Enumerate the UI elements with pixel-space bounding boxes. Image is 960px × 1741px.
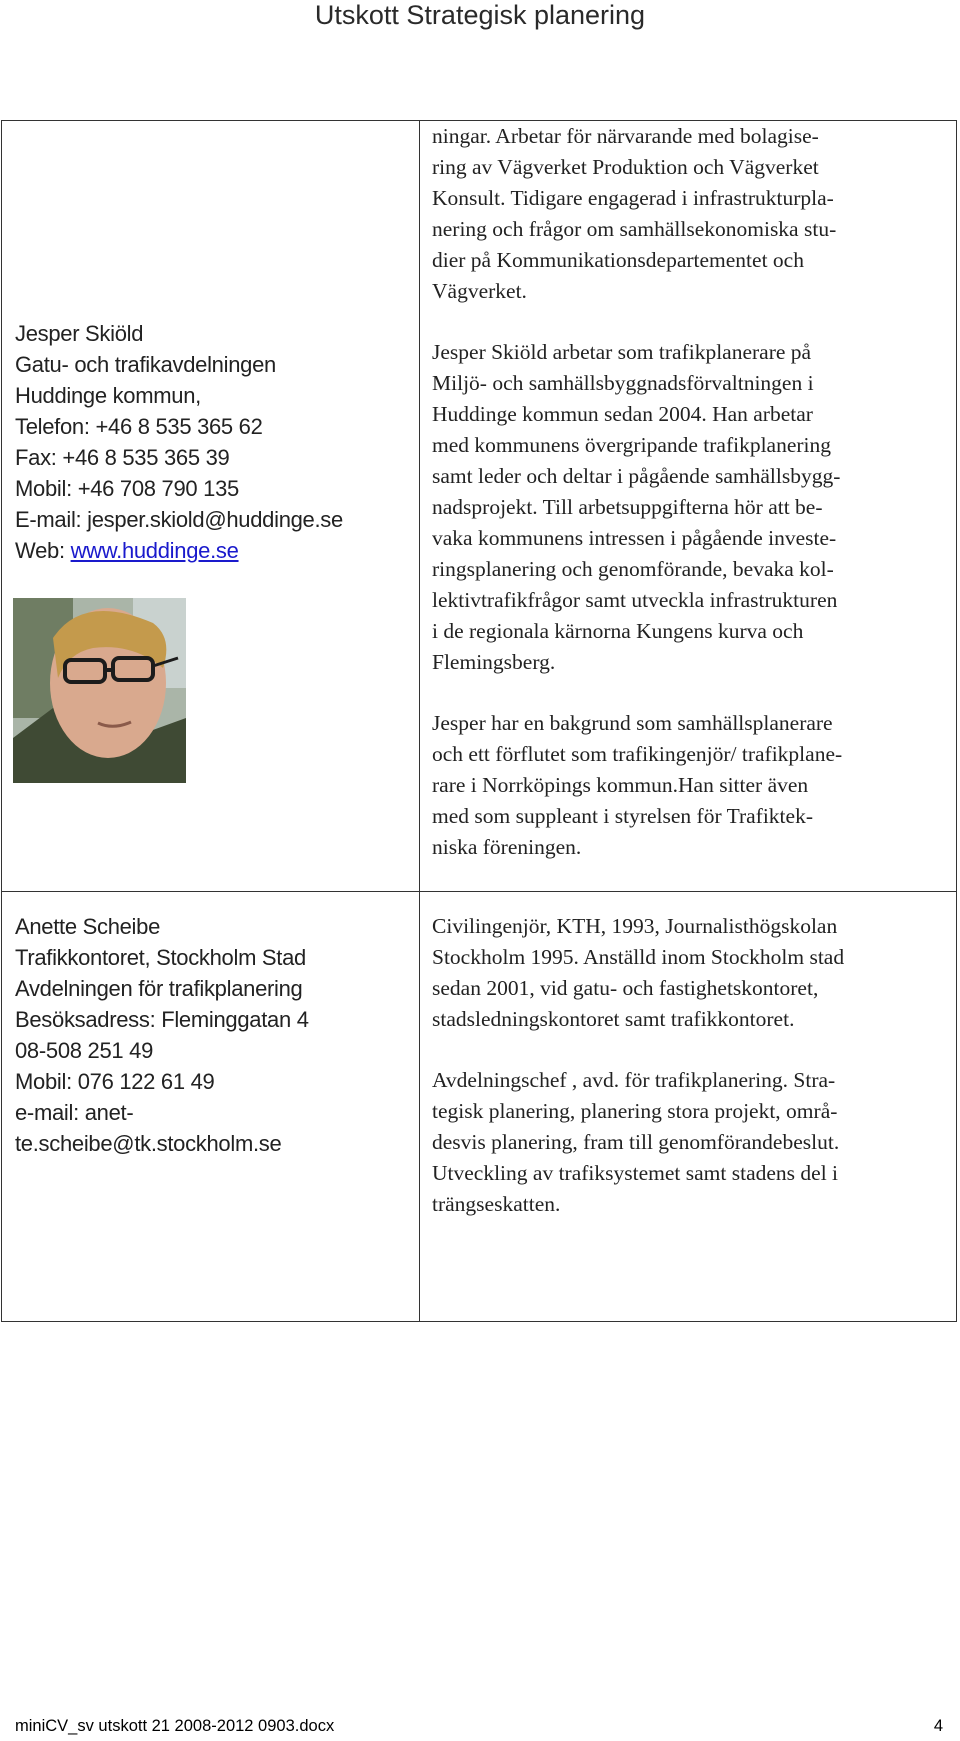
bio-line: med som suppleant i styrelsen för Trafiktek- xyxy=(432,804,813,828)
bio-line: Vägverket. xyxy=(432,279,527,303)
bio-line: Stockholm 1995. Anställd inom Stockholm stad xyxy=(432,945,845,969)
contact-name: Anette Scheibe xyxy=(15,914,161,939)
page-header: Utskott Strategisk planering xyxy=(314,0,646,30)
contact-address: Besöksadress: Fleminggatan 4 xyxy=(15,1007,309,1032)
bio-line: rare i Norrköpings kommun.Han sitter även xyxy=(432,773,809,797)
bio-line: tegisk planering, planering stora projekt, områ- xyxy=(432,1099,838,1123)
bio-line: Jesper Skiöld arbetar som trafikplanerare på xyxy=(432,340,812,364)
contact-web xyxy=(15,535,343,566)
bio-line: Huddinge kommun sedan 2004. Han arbetar xyxy=(432,402,813,426)
bio-paragraph xyxy=(432,708,842,863)
bio-paragraph xyxy=(432,337,842,678)
contact-unit: Avdelningen för trafikplanering xyxy=(15,976,303,1001)
contact-block-2 xyxy=(15,911,309,1159)
bio-line: Flemingsberg. xyxy=(432,650,556,674)
contact-department: Gatu- och trafikavdelningen xyxy=(15,352,276,377)
bio-paragraph xyxy=(432,911,844,1035)
bio-line: ringsplanering och genomförande, bevaka kol- xyxy=(432,557,834,581)
web-label: Web: xyxy=(15,538,71,563)
bio-line: vaka kommunens intressen i pågående investe- xyxy=(432,526,837,550)
footer-filename: miniCV_sv utskott 21 2008-2012 0903.docx xyxy=(15,1717,335,1735)
contact-email: E-mail: jesper.skiold@huddinge.se xyxy=(15,507,343,532)
bio-block-1 xyxy=(432,121,842,893)
contact-mobile: Mobil: +46 708 790 135 xyxy=(15,476,239,501)
bio-line: nering och frågor om samhällsekonomiska stu- xyxy=(432,217,837,241)
bio-line: sedan 2001, vid gatu- och fastighetskontoret, xyxy=(432,976,819,1000)
bio-line: Jesper har en bakgrund som samhällsplanerare xyxy=(432,711,833,735)
bio-line: nadsprojekt. Till arbetsuppgifterna hör att be- xyxy=(432,495,823,519)
bio-line: i de regionala kärnorna Kungens kurva och xyxy=(432,619,804,643)
contact-fax: Fax: +46 8 535 365 39 xyxy=(15,445,230,470)
contact-phone: Telefon: +46 8 535 365 62 xyxy=(15,414,263,439)
profile-photo-image xyxy=(13,598,186,783)
bio-line: lektivtrafikfrågor samt utveckla infrastrukturen xyxy=(432,588,838,612)
bio-line: Avdelningschef , avd. för trafikplanering. Stra- xyxy=(432,1068,836,1092)
contact-phone: 08-508 251 49 xyxy=(15,1038,154,1063)
bio-line: dier på Kommunikationsdepartementet och xyxy=(432,248,804,272)
bio-line: Miljö- och samhällsbyggnadsförvaltningen i xyxy=(432,371,814,395)
contact-email: e-mail: anet- xyxy=(15,1100,134,1125)
bio-line: stadsledningskontoret samt trafikkontoret. xyxy=(432,1007,795,1031)
bio-line: desvis planering, fram till genomförandebeslut. xyxy=(432,1130,840,1154)
bio-paragraph xyxy=(432,1065,844,1220)
contact-block-1 xyxy=(15,318,343,566)
bio-line: med kommunens övergripande trafikplanering xyxy=(432,433,832,457)
bio-line: niska föreningen. xyxy=(432,835,582,859)
contact-mobile: Mobil: 076 122 61 49 xyxy=(15,1069,215,1094)
bio-paragraph xyxy=(432,121,842,307)
bio-line: Utveckling av trafiksystemet samt stadens del i xyxy=(432,1161,839,1185)
bio-line: ring av Vägverket Produktion och Vägverket xyxy=(432,155,819,179)
contact-name: Jesper Skiöld xyxy=(15,321,144,346)
web-link[interactable]: www.huddinge.se xyxy=(70,538,239,563)
bio-block-2 xyxy=(432,911,844,1250)
bio-line: och ett förflutet som trafikingenjör/ trafikplane- xyxy=(432,742,843,766)
bio-line: Civilingenjör, KTH, 1993, Journalisthögskolan xyxy=(432,914,838,938)
bio-line: trängseskatten. xyxy=(432,1192,561,1216)
contact-organization: Huddinge kommun, xyxy=(15,383,201,408)
bio-line: ningar. Arbetar för närvarande med bolagise- xyxy=(432,124,819,148)
bio-line: Konsult. Tidigare engagerad i infrastrukturpla- xyxy=(432,186,834,210)
bio-line: samt leder och deltar i pågående samhällsbygg- xyxy=(432,464,841,488)
profile-photo xyxy=(13,598,186,783)
contact-email-cont: te.scheibe@tk.stockholm.se xyxy=(15,1131,282,1156)
contact-department: Trafikkontoret, Stockholm Stad xyxy=(15,945,306,970)
footer-page-number: 4 xyxy=(933,1717,943,1735)
